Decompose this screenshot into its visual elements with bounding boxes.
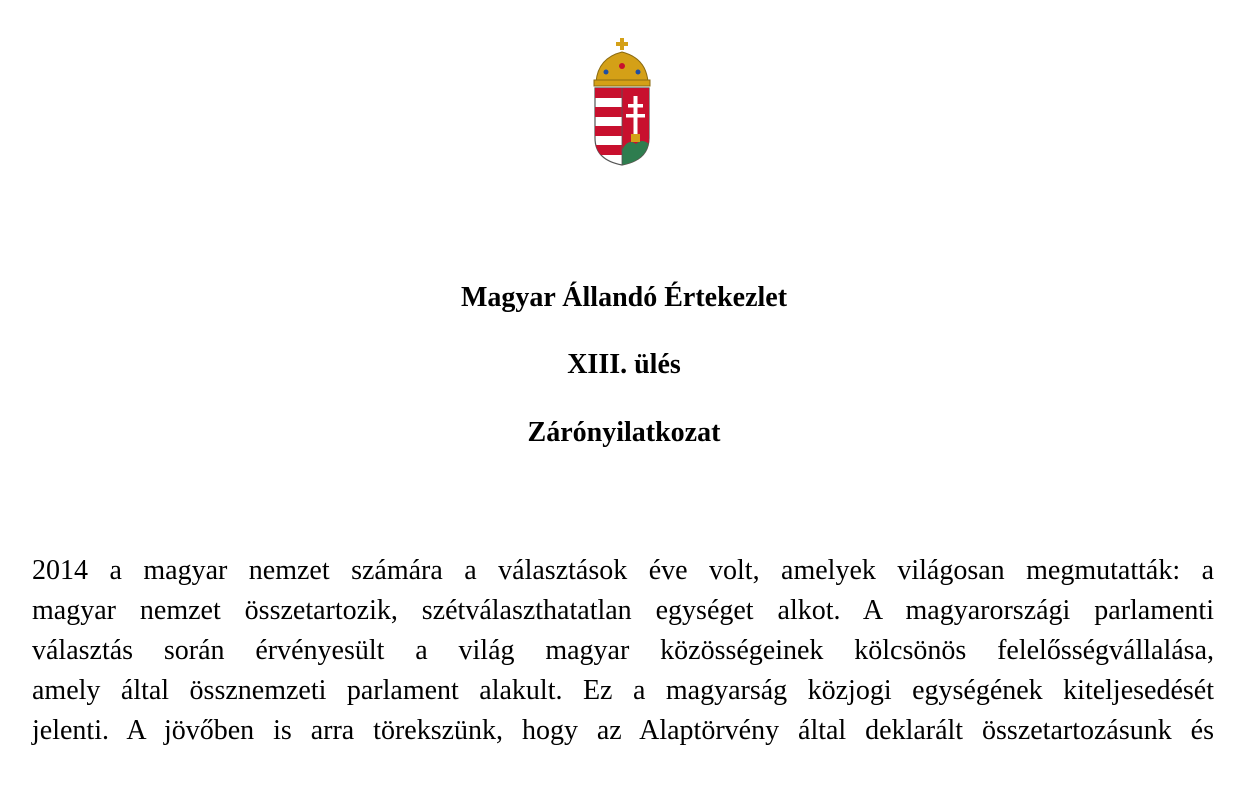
paragraph-line: magyar nemzet összetartozik, szétválaszthatatlan egységet alkot. A magyarországi parlamenti <box>32 595 1214 626</box>
body-paragraph <box>32 551 1214 751</box>
document-type: Zárónyilatkozat <box>527 417 721 448</box>
paragraph-line: 2014 a magyar nemzet számára a választások éve volt, amelyek világosan megmutatták: a <box>32 555 1214 586</box>
document-title: Magyar Állandó Értekezlet <box>460 282 788 313</box>
paragraph-line: amely által össznemzeti parlament alakult. Ez a magyarság közjogi egységének kiteljesedését <box>32 675 1214 706</box>
coat-of-arms-icon <box>586 38 658 166</box>
paragraph-line: választás során érvényesült a világ magyar közösségeinek kölcsönös felelősségvállalása, <box>32 635 1214 666</box>
session-number: XIII. ülés <box>567 349 681 380</box>
paragraph-line: jelenti. A jövőben is arra törekszünk, hogy az Alaptörvény által deklarált összetartozásunk és <box>32 715 1214 746</box>
